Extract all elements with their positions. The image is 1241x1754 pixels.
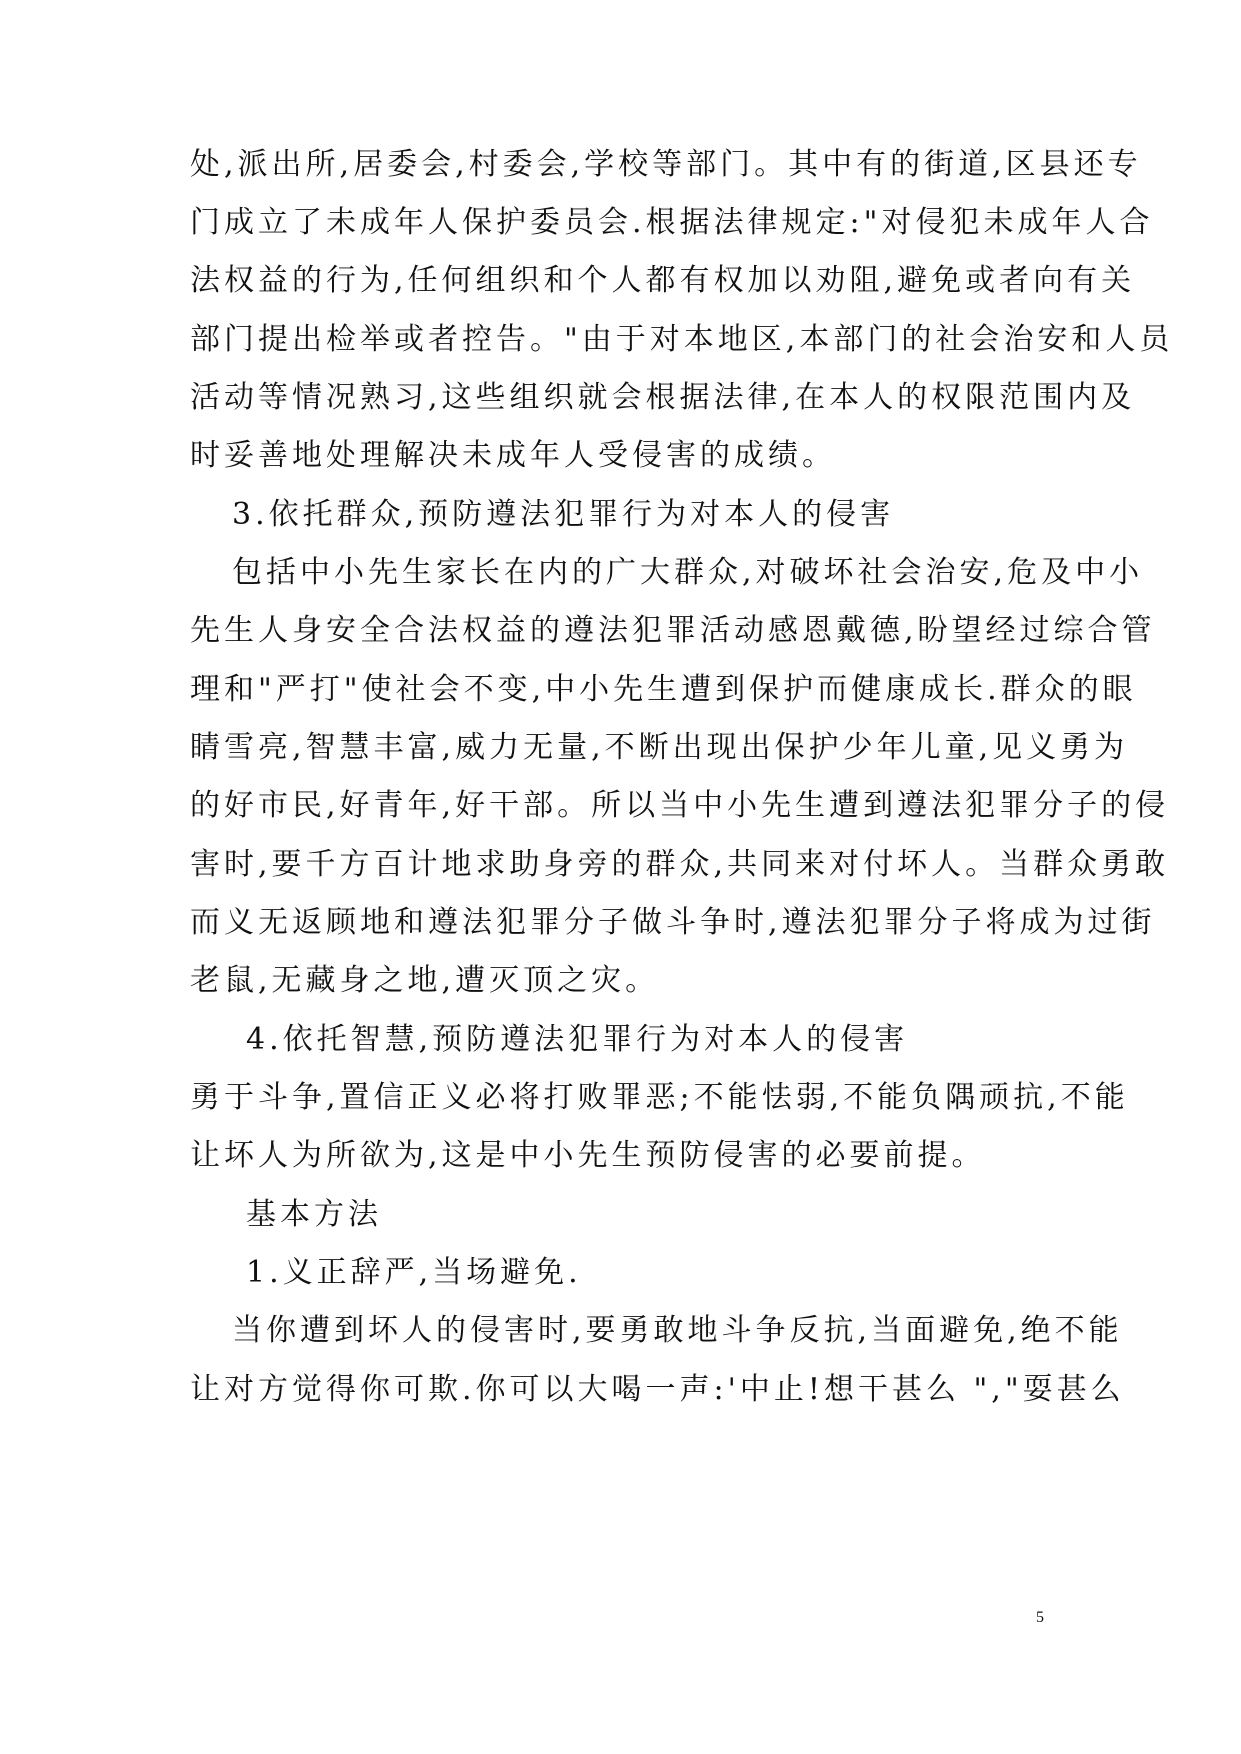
text-line: 部门提出检举或者控告。"由于对本地区,本部门的社会治安和人员 — [190, 322, 1174, 357]
text-line: 勇于斗争,置信正义必将打败罪恶;不能怯弱,不能负隅顽抗,不能 — [190, 1080, 1129, 1115]
text-line: 老鼠,无藏身之地,遭灭顶之灾。 — [190, 963, 660, 998]
section-heading-basic-methods: 基本方法 — [246, 1197, 382, 1232]
page-number: 5 — [1036, 1609, 1044, 1626]
section-heading-4: 4.依托智慧,预防遵法犯罪行为对本人的侵害 — [246, 1022, 909, 1057]
text-line: 让对方觉得你可欺.你可以大喝一声:'中止!想干甚么 ","耍甚么 — [190, 1372, 1125, 1407]
text-line: 处,派出所,居委会,村委会,学校等部门。其中有的街道,区县还专 — [190, 147, 1142, 182]
text-line: 理和"严打"使社会不变,中小先生遭到保护而健康成长.群众的眼 — [190, 672, 1137, 707]
text-line: 门成立了未成年人保护委员会.根据法律规定:"对侵犯未成年人合 — [190, 205, 1154, 240]
subheading-method-1: 1.义正辞严,当场避免. — [246, 1255, 582, 1290]
text-line: 先生人身安全合法权益的遵法犯罪活动感恩戴德,盼望经过综合管 — [190, 613, 1156, 648]
text-line: 包括中小先生家长在内的广大群众,对破坏社会治安,危及中小 — [232, 555, 1144, 590]
text-line: 法权益的行为,任何组织和个人都有权加以劝阻,避免或者向有关 — [190, 263, 1136, 298]
text-line: 害时,要千方百计地求助身旁的群众,共同来对付坏人。当群众勇敢 — [190, 847, 1170, 882]
text-line: 而义无返顾地和遵法犯罪分子做斗争时,遵法犯罪分子将成为过街 — [190, 905, 1156, 940]
text-line: 让坏人为所欲为,这是中小先生预防侵害的必要前提。 — [190, 1138, 986, 1173]
text-line: 的好市民,好青年,好干部。所以当中小先生遭到遵法犯罪分子的侵 — [190, 788, 1170, 823]
text-line: 当你遭到坏人的侵害时,要勇敢地斗争反抗,当面避免,绝不能 — [232, 1313, 1123, 1348]
text-line: 睛雪亮,智慧丰富,威力无量,不断出现出保护少年儿童,见义勇为 — [190, 730, 1129, 765]
text-line: 活动等情况熟习,这些组织就会根据法律,在本人的权限范围内及 — [190, 380, 1136, 415]
text-line: 时妥善地处理解决未成年人受侵害的成绩。 — [190, 438, 836, 473]
section-heading-3: 3.依托群众,预防遵法犯罪行为对本人的侵害 — [232, 497, 895, 532]
